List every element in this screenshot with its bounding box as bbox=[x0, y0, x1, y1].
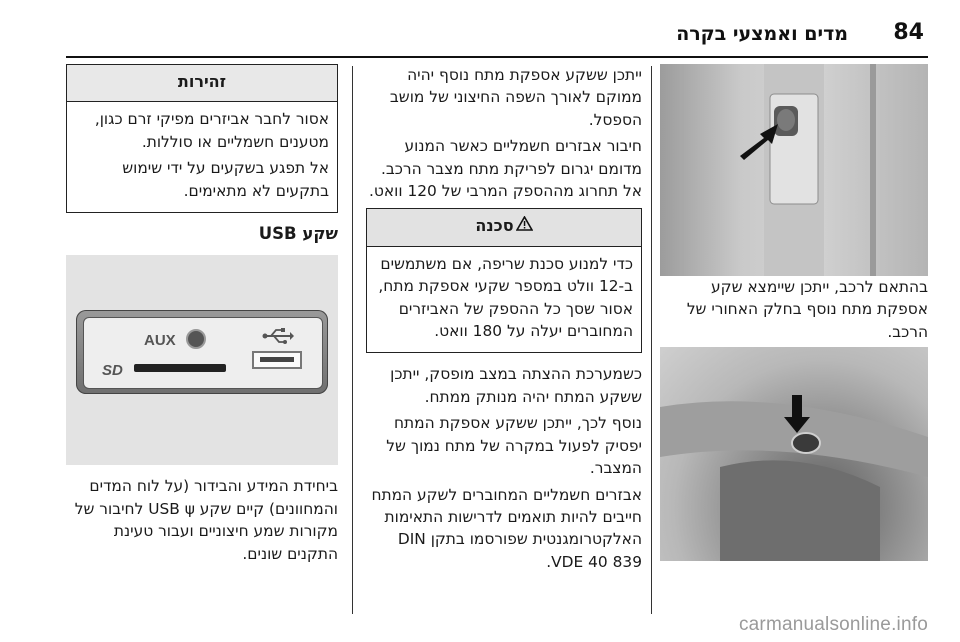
caution-text: אסור לחבר אביזרים מפיקי זרם כגון, מטענים חשמליים או סוללות. bbox=[94, 110, 329, 151]
paragraph: חיבור אבזרים חשמליים כאשר המנוע מדומם יגרום לפריקת מתח מצבר הרכב. אל תחרוג מההספק המרבי של 120 וואט. bbox=[368, 137, 642, 201]
column-right bbox=[660, 64, 928, 561]
warning-title bbox=[367, 209, 641, 246]
side-panel-socket-photo bbox=[660, 64, 928, 276]
section-title: מדים ואמצעי בקרה bbox=[676, 23, 848, 45]
socket-location-caption: בהתאם לרכב, ייתכן שיימצא שקע אספקת מתח נוסף בחלק האחורי של הרכב. bbox=[686, 278, 928, 341]
arrow-icon-down bbox=[792, 395, 802, 419]
warning-triangle-icon bbox=[516, 215, 533, 237]
caution-text: אל תפגע בשקעים על ידי שימוש בתקעים לא מתאימים. bbox=[122, 159, 329, 200]
usb-port bbox=[252, 351, 302, 369]
column-middle bbox=[366, 64, 642, 577]
sd-label: SD bbox=[102, 362, 123, 380]
seat-socket-photo bbox=[660, 347, 928, 561]
warning-title-text: סכנה bbox=[475, 216, 514, 236]
page-header bbox=[0, 0, 960, 58]
caution-title: זהירות bbox=[67, 65, 337, 102]
paragraph: אבזרים חשמליים המחוברים לשקע המתח חייבים להיות תואמים לדרישות התאימות האלקטרומגנטית שפורסמו בתקן DIN VDE 40 839. bbox=[371, 485, 642, 571]
usb-heading: שקע USB bbox=[258, 224, 338, 244]
warning-text: כדי למנוע סכנת שריפה, אם משתמשים ב-12 וולט במספר שקעי אספקת מתח, אסור שסך כל ההספק של האביזרים המחוברים יעלה על 180 וואט. bbox=[378, 254, 633, 341]
usb-port-illustration bbox=[66, 255, 338, 465]
usb-panel bbox=[76, 310, 328, 394]
watermark: carmanualsonline.info bbox=[738, 614, 928, 635]
paragraph: נוסף לכך, ייתכן ששקע אספקת המתח יפסיק לפעול במקרה של מתח נמוך של המצבר. bbox=[386, 414, 642, 478]
warning-box bbox=[366, 208, 642, 353]
aux-label: AUX bbox=[144, 332, 176, 350]
photo-illustration-top bbox=[660, 64, 928, 276]
column-divider-left bbox=[352, 66, 353, 614]
aux-jack bbox=[186, 329, 206, 349]
photo-illustration-bottom bbox=[660, 347, 928, 561]
header-rule bbox=[66, 56, 928, 58]
column-left bbox=[66, 64, 338, 569]
page-number: 84 bbox=[893, 20, 924, 45]
column-divider-right bbox=[651, 66, 652, 614]
caution-box bbox=[66, 64, 338, 213]
paragraph: כשמערכת ההצתה במצב מופסק, ייתכן ששקע המתח יהיה מנותק ממתח. bbox=[390, 365, 642, 406]
usb-icon bbox=[262, 326, 294, 346]
paragraph: ייתכן ששקע אספקת מתח נוסף יהיה ממוקם לאורך השפה החיצוני של מושב הספסל. bbox=[389, 66, 642, 129]
sd-card-slot bbox=[134, 364, 226, 372]
usb-description: ביחידת המידע והבידור (על לוח המדים והמחוונים) קיים שקע USB ψ לחיבור של מקורות שמע חיצוניים ועבור טעינת התקנים שונים. bbox=[74, 477, 338, 563]
